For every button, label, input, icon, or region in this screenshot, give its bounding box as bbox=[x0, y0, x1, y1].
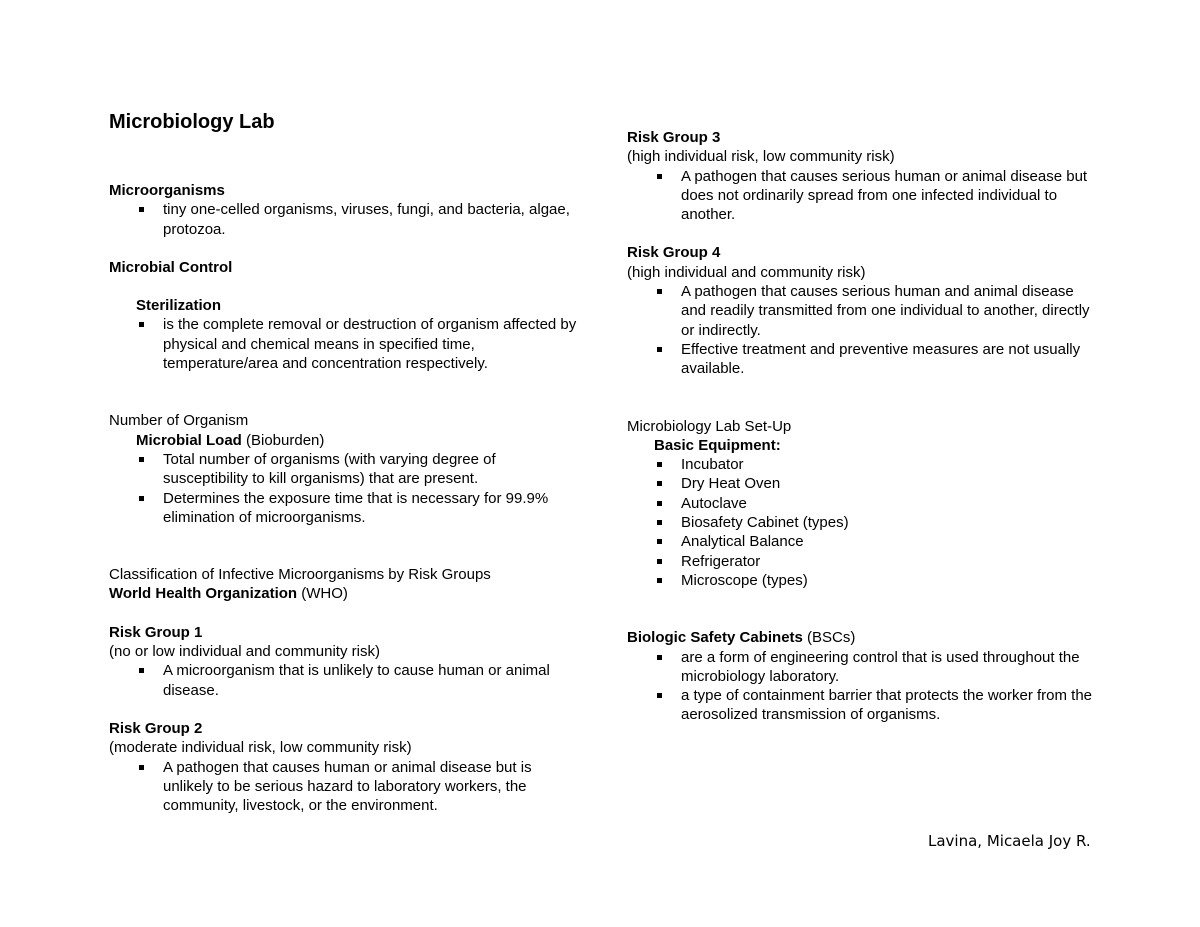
lab-setup-heading: Microbiology Lab Set-Up bbox=[627, 417, 792, 435]
risk-group-3-heading: Risk Group 3 bbox=[627, 129, 721, 146]
risk-group-2-list bbox=[109, 758, 579, 816]
risk-group-3-list bbox=[627, 167, 1097, 225]
risk-group-1-list bbox=[109, 661, 579, 700]
number-of-organism-heading: Number of Organism bbox=[109, 412, 249, 430]
risk-group-3-subtitle: (high individual risk, low community risk) bbox=[627, 148, 895, 166]
square-bullet-icon bbox=[657, 481, 662, 486]
square-bullet-icon bbox=[139, 457, 144, 462]
sterilization-list bbox=[109, 315, 579, 373]
list-item: is the complete removal or destruction of organism affected by physical and chemical means in specified time, temperature/area and concentration respectively. bbox=[136, 315, 579, 373]
list-item: are a form of engineering control that is used throughout the microbiology laboratory. bbox=[654, 648, 1097, 687]
list-item: a type of containment barrier that protects the worker from the aerosolized transmission of organisms. bbox=[654, 686, 1097, 725]
square-bullet-icon bbox=[657, 539, 662, 544]
square-bullet-icon bbox=[657, 578, 662, 583]
square-bullet-icon bbox=[657, 462, 662, 467]
list-item: Biosafety Cabinet (types) bbox=[654, 513, 1097, 532]
risk-group-4-subtitle: (high individual and community risk) bbox=[627, 263, 866, 281]
left-column bbox=[109, 110, 579, 815]
list-item: tiny one-celled organisms, viruses, fungi, and bacteria, algae, protozoa. bbox=[136, 200, 579, 239]
list-item: Analytical Balance bbox=[654, 532, 1097, 551]
list-item: Determines the exposure time that is necessary for 99.9% elimination of microorganisms. bbox=[136, 489, 579, 528]
bsc-heading: Biologic Safety Cabinets (BSCs) bbox=[627, 629, 856, 647]
square-bullet-icon bbox=[657, 520, 662, 525]
square-bullet-icon bbox=[139, 322, 144, 327]
square-bullet-icon bbox=[139, 765, 144, 770]
list-item: Microscope (types) bbox=[654, 571, 1097, 590]
list-item: Refrigerator bbox=[654, 552, 1097, 571]
risk-group-4-list bbox=[627, 282, 1097, 378]
risk-group-1-subtitle: (no or low individual and community risk) bbox=[109, 643, 380, 661]
list-item: Effective treatment and preventive measures are not usually available. bbox=[654, 340, 1097, 379]
square-bullet-icon bbox=[657, 174, 662, 179]
list-item: A pathogen that causes human or animal disease but is unlikely to be serious hazard to laboratory workers, the community, livestock, or the environment. bbox=[136, 758, 579, 816]
list-item: A microorganism that is unlikely to cause human or animal disease. bbox=[136, 661, 579, 700]
microbial-load-list bbox=[109, 450, 579, 527]
list-item: Dry Heat Oven bbox=[654, 474, 1097, 493]
square-bullet-icon bbox=[139, 207, 144, 212]
microbial-load-line: Microbial Load (Bioburden) bbox=[136, 431, 325, 449]
list-item: Incubator bbox=[654, 455, 1097, 474]
risk-group-4-heading: Risk Group 4 bbox=[627, 244, 721, 262]
square-bullet-icon bbox=[139, 496, 144, 501]
square-bullet-icon bbox=[139, 668, 144, 673]
risk-group-1-heading: Risk Group 1 bbox=[109, 623, 203, 641]
list-item: Total number of organisms (with varying degree of susceptibility to kill organisms) that are present. bbox=[136, 450, 579, 489]
risk-group-2-subtitle: (moderate individual risk, low community risk) bbox=[109, 739, 412, 757]
square-bullet-icon bbox=[657, 347, 662, 352]
right-column bbox=[627, 128, 1097, 725]
who-line: World Health Organization (WHO) bbox=[109, 585, 348, 603]
list-item: A pathogen that causes serious human or animal disease but does not ordinarily spread from one infected individual to another. bbox=[654, 167, 1097, 225]
risk-group-2-heading: Risk Group 2 bbox=[109, 719, 203, 737]
square-bullet-icon bbox=[657, 289, 662, 294]
microorganisms-list bbox=[109, 200, 579, 239]
author-signature: Lavina, Micaela Joy R. bbox=[928, 832, 1091, 850]
basic-equipment-heading: Basic Equipment: bbox=[654, 436, 781, 454]
square-bullet-icon bbox=[657, 559, 662, 564]
square-bullet-icon bbox=[657, 501, 662, 506]
list-item: Autoclave bbox=[654, 494, 1097, 513]
list-item: A pathogen that causes serious human and animal disease and readily transmitted from one individual to another, directly or indirectly. bbox=[654, 282, 1097, 340]
square-bullet-icon bbox=[657, 693, 662, 698]
bsc-list bbox=[627, 648, 1097, 725]
equipment-list bbox=[627, 455, 1097, 590]
microbial-control-heading: Microbial Control bbox=[109, 258, 233, 276]
square-bullet-icon bbox=[657, 655, 662, 660]
page-title: Microbiology Lab bbox=[109, 111, 275, 133]
classification-heading: Classification of Infective Microorganisms by Risk Groups bbox=[109, 566, 491, 584]
sterilization-heading: Sterilization bbox=[136, 297, 222, 315]
microorganisms-heading: Microorganisms bbox=[109, 182, 225, 199]
